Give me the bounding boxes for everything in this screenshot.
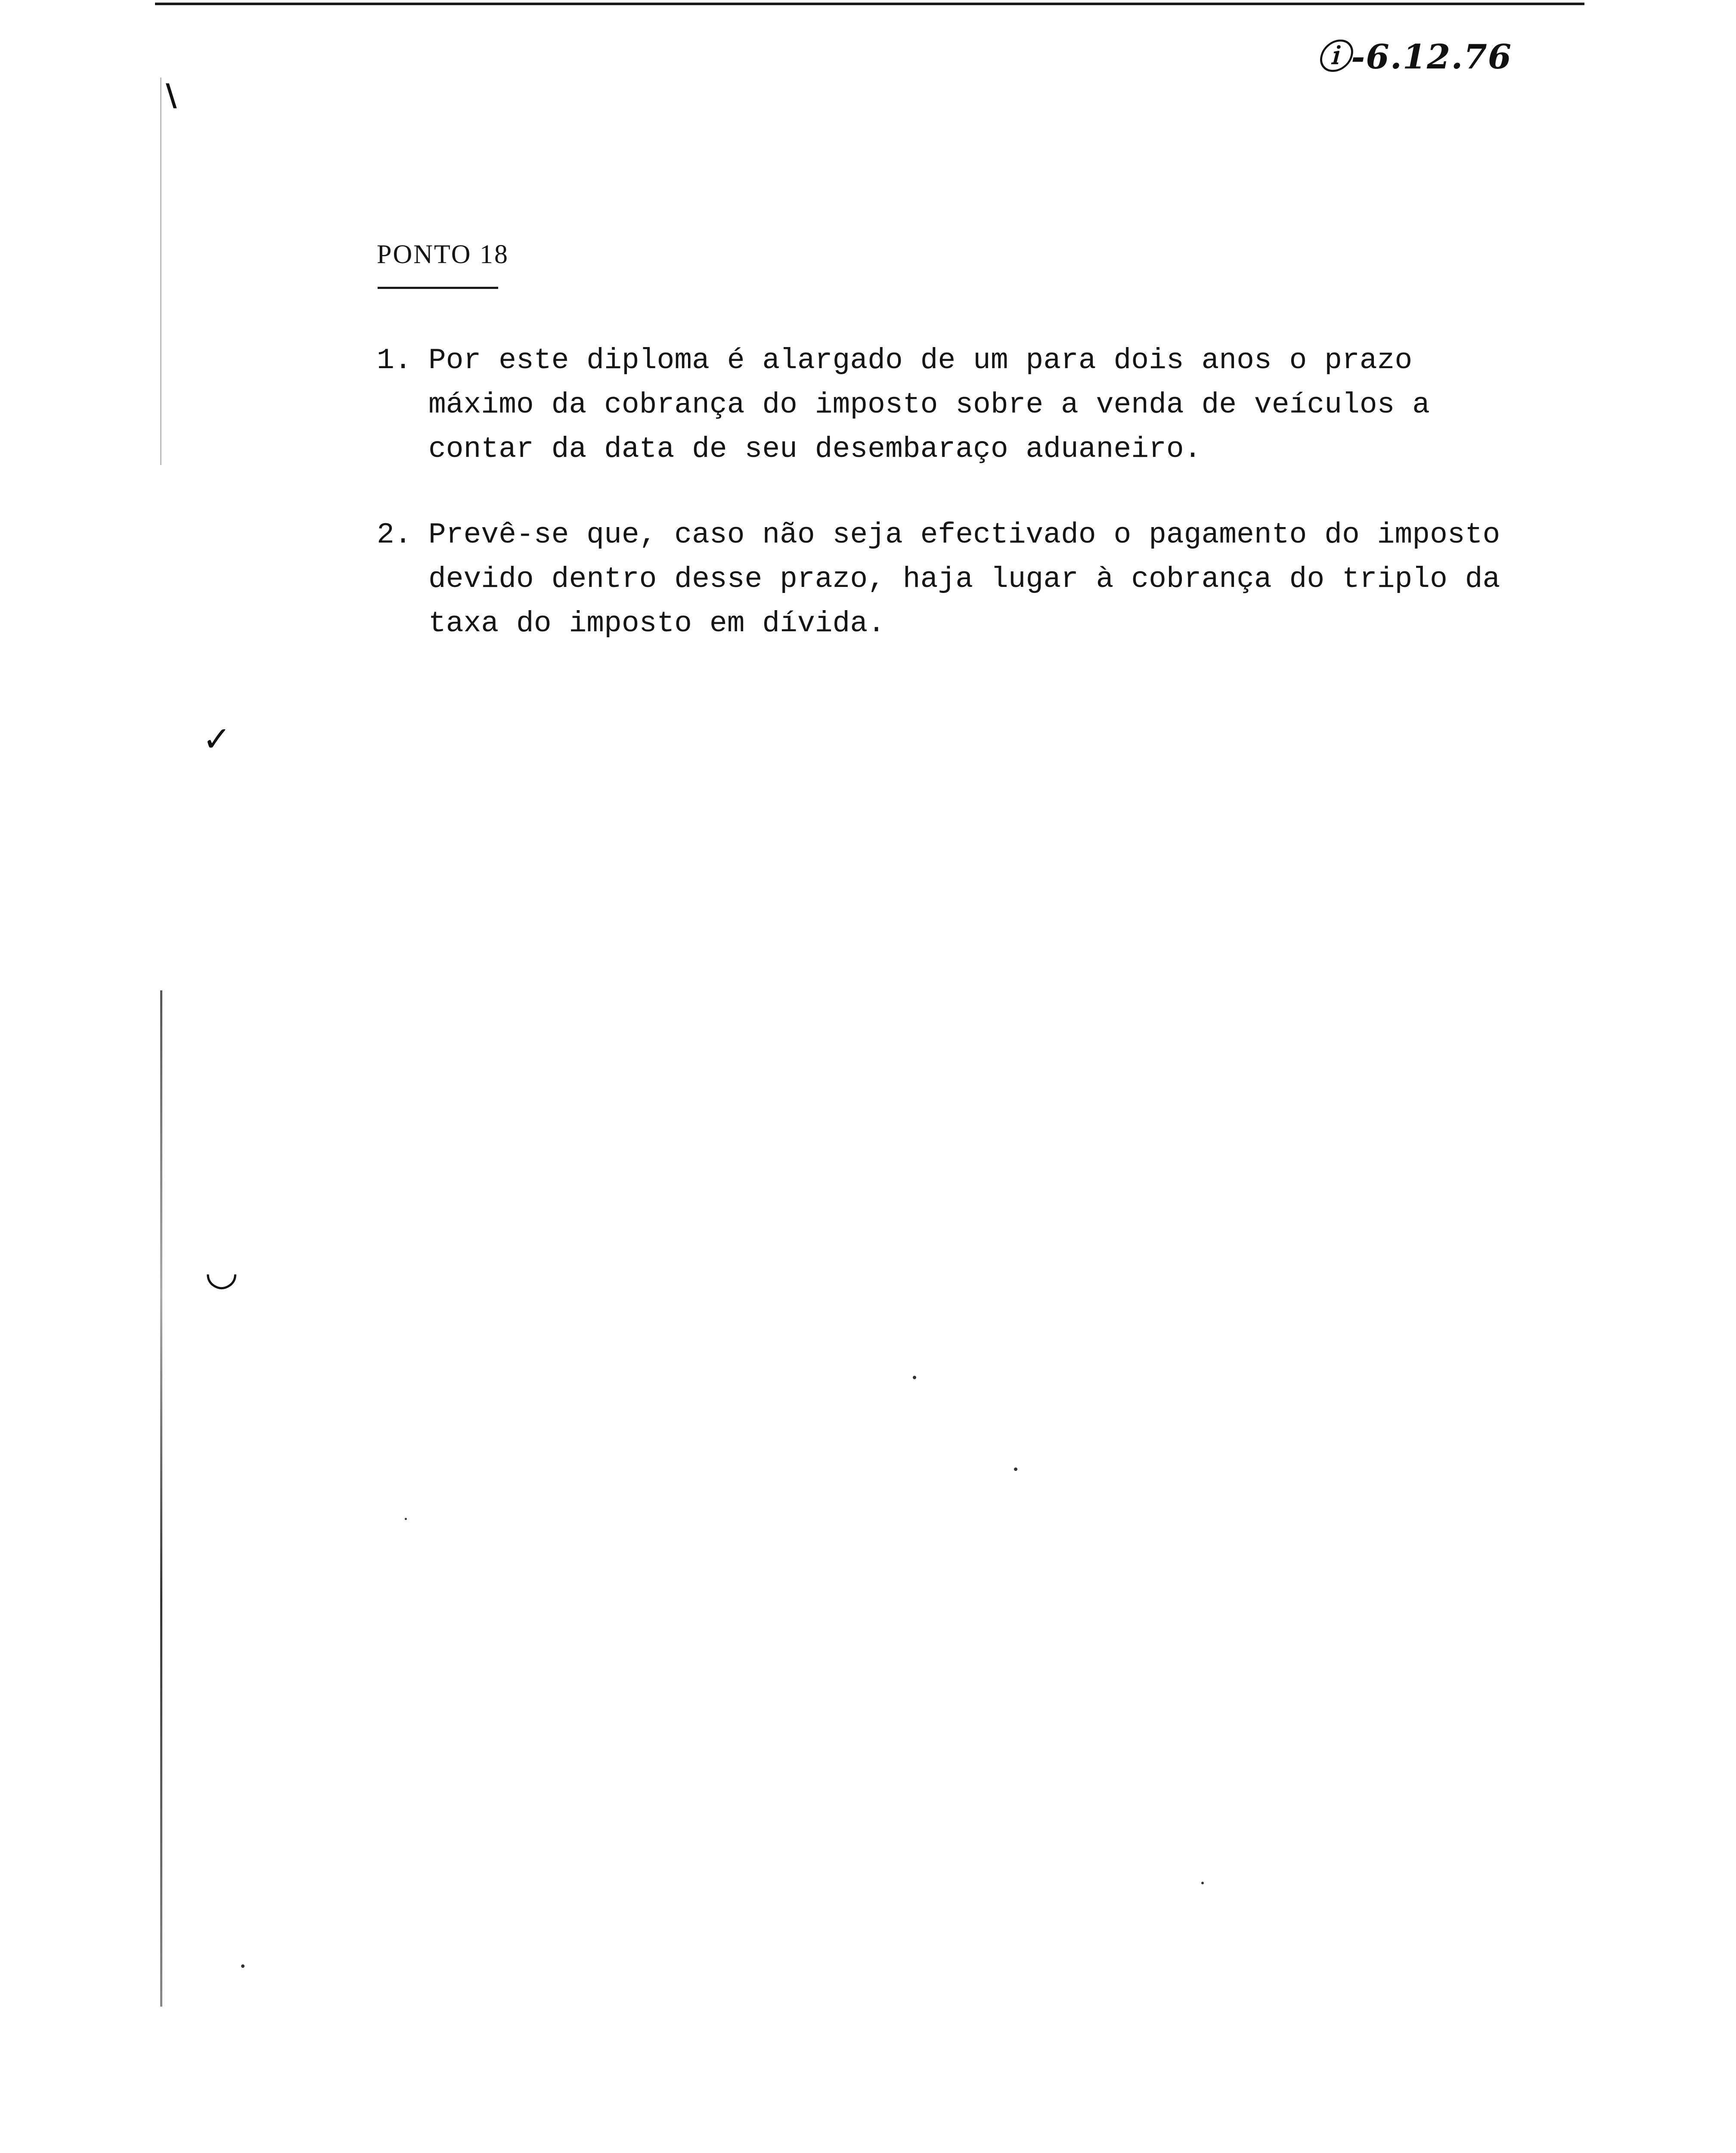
- point-text: Por este diploma é alargado de um para dois anos o prazo máximo da cobrança do imposto sobre a venda de veículos a contar da data de seu desembaraço aduaneiro.: [428, 344, 1430, 466]
- handwritten-reference: ⓘ-6.12.76: [1316, 37, 1512, 77]
- margin-binding-line-upper: [160, 78, 161, 465]
- point-number: 2.: [377, 518, 412, 552]
- heading-underline: [378, 287, 498, 289]
- top-rule: [155, 3, 1584, 5]
- list-item-point-2: [377, 513, 1548, 646]
- check-mark-icon: ✓: [202, 719, 232, 759]
- speck: [241, 1964, 245, 1968]
- point-number: 1.: [377, 344, 412, 377]
- page-heading: PONTO 18: [377, 240, 509, 269]
- speck: [1014, 1467, 1017, 1471]
- list-item-point-1: [377, 338, 1548, 472]
- speck: [1201, 1882, 1204, 1884]
- speck: [913, 1376, 916, 1379]
- tick-mark-icon: \: [166, 78, 177, 113]
- curve-mark-icon: ◡: [207, 1249, 237, 1294]
- point-text: Prevê-se que, caso não seja efectivado o pagamento do imposto devido dentro desse prazo, haja lugar à cobrança do triplo da taxa do imposto em dívida.: [428, 518, 1500, 640]
- speck: [405, 1518, 407, 1520]
- margin-binding-line: [160, 990, 162, 2007]
